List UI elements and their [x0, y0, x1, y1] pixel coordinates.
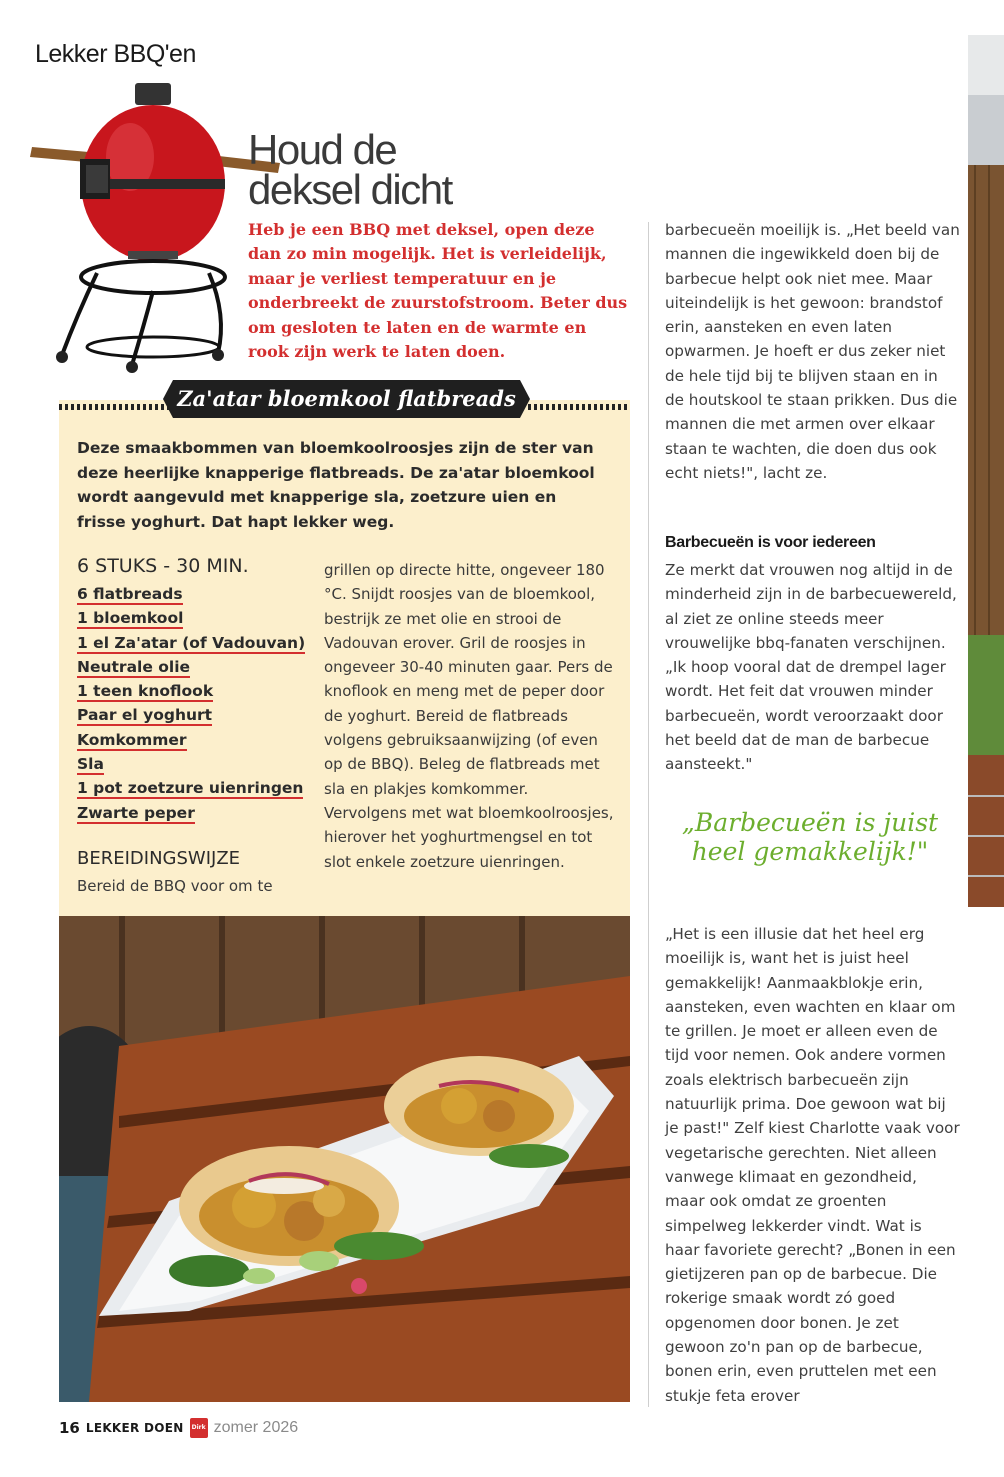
headline-line-2: deksel dicht	[248, 166, 452, 213]
article-paragraph-2: Ze merkt dat vrouwen nog altijd in de minderheid zijn in de barbecuewereld, al ziet ze online steeds meer vrouwelijke bbq-fanaten verschijnen. „Ik hoop vooral dat de drempel lager wordt. Het feit dat vrouwen minder barbecueën, wordt veroorzaakt door het beeld dat de man de barbecue aansteekt."	[665, 561, 957, 774]
garden-photo-crop	[968, 35, 1004, 907]
banner-dashed-rule-right	[528, 404, 630, 410]
ingredient-item: Neutrale olie	[77, 657, 191, 676]
issue-season: zomer 2026	[213, 1419, 299, 1436]
section-title: Lekker BBQ'en	[35, 40, 196, 68]
ingredient-item: 1 pot zoetzure uienringen	[77, 779, 304, 798]
recipe-servings: 6 STUKS - 30 MIN.	[77, 555, 249, 577]
tip-intro-text: Heb je een BBQ met deksel, open deze dan zo min mogelijk. Het is verleidelijk, maar je verliest temperatuur en je onderbreekt de zuurstofstroom. Beter dus om gesloten te laten en de warmte en rook zijn werk te laten doen.	[248, 220, 628, 362]
article-paragraph-1: barbecueën moeilijk is. „Het beeld van mannen die ingewikkeld doen bij de barbecue helpt ook niet mee. Maar uiteindelijk is het gewoon: brandstof erin, aansteken en even laten opwarmen. Je hoeft er dus zeker niet de hele tijd bij te blijven staan en in de houtskool te staan prikken. Dus die mannen die met armen over elkaar staan te wachten, die doen dus ook echt niets!", lacht ze.	[665, 221, 960, 482]
method-text-start: Bereid de BBQ voor om te	[77, 877, 273, 895]
ingredient-item: 1 bloemkool	[77, 609, 184, 628]
pull-quote: „Barbecueën is juist heel gemakkelijk!"	[681, 808, 939, 866]
ingredient-item: 1 teen knoflook	[77, 682, 214, 701]
article-subheading: Barbecueën is voor iedereen	[665, 534, 876, 551]
ingredient-item: 6 flatbreads	[77, 585, 183, 603]
headline-line-1: Houd de	[248, 126, 397, 173]
recipe-intro: Deze smaakbommen van bloemkoolroosjes zijn de ster van deze heerlijke knapperige flatbreads. De za'atar bloemkool wordt aangevuld met knapperige sla, zoetzure uien en frisse yoghurt. Dat hapt lekker weg.	[77, 439, 595, 531]
banner-dashed-rule-left	[59, 404, 169, 410]
method-heading: BEREIDINGSWIJZE	[77, 848, 241, 869]
kamado-bbq-image	[22, 75, 282, 395]
flatbread-photo	[59, 916, 630, 1402]
ingredient-item: Komkommer	[77, 730, 187, 749]
recipe-title: Za'atar bloemkool flatbreads	[177, 386, 516, 411]
page-number: 16	[59, 1419, 80, 1437]
article-headline	[248, 126, 452, 213]
magazine-name: LEKKER DOEN	[85, 1421, 184, 1435]
column-divider	[648, 222, 649, 1407]
ingredient-list	[77, 582, 305, 825]
article-paragraph-3: „Het is een illusie dat het heel erg moeilijk is, want het is juist heel gemakkelijk! Aanmaakblokje erin, aansteken, even wachten en klaar om te grillen. Je moet er alleen even de tijd voor nemen. Ook andere vormen zoals elektrisch barbecueën zijn natuurlijk prima. Doe gewoon wat bij je past!" Zelf kiest Charlotte vaak voor vegetarische gerechten. Niet alleen vanwege klimaat en gezondheid, maar ook omdat ze groenten simpelweg lekkerder vindt. Wat is haar favoriete gerecht? „Bonen in een gietijzeren pan op de barbecue. Die rokerige smaak wordt zó goed opgenomen door bonen. Je zet gewoon zo'n pan op de barbecue, bonen erin, even pruttelen met een stukje feta erover	[665, 925, 960, 1405]
method-text-continued: grillen op directe hitte, ongeveer 180 °C. Snijdt roosjes van de bloemkool, bestrijk ze met olie en strooi de Vadouvan erover. Gril de roosjes in ongeveer 30-40 minuten gaar. Pers de knoflook en meng met de peper door de yoghurt. Bereid de flatbreads volgens gebruiksaanwijzing (of even op de BBQ). Beleg de flatbreads met sla en plakjes komkommer. Vervolgens met wat bloemkoolroosjes, hierover het yoghurtmengsel en tot slot enkele zoetzure uienringen.	[324, 561, 614, 871]
ingredient-item: Zwarte peper	[77, 803, 195, 822]
page-footer	[59, 1418, 298, 1438]
ingredient-item: Sla	[77, 755, 104, 774]
ingredient-item: Paar el yoghurt	[77, 706, 213, 725]
ingredient-item: 1 el Za'atar (of Vadouvan)	[77, 633, 306, 652]
dirk-logo: Dirk	[190, 1418, 208, 1438]
